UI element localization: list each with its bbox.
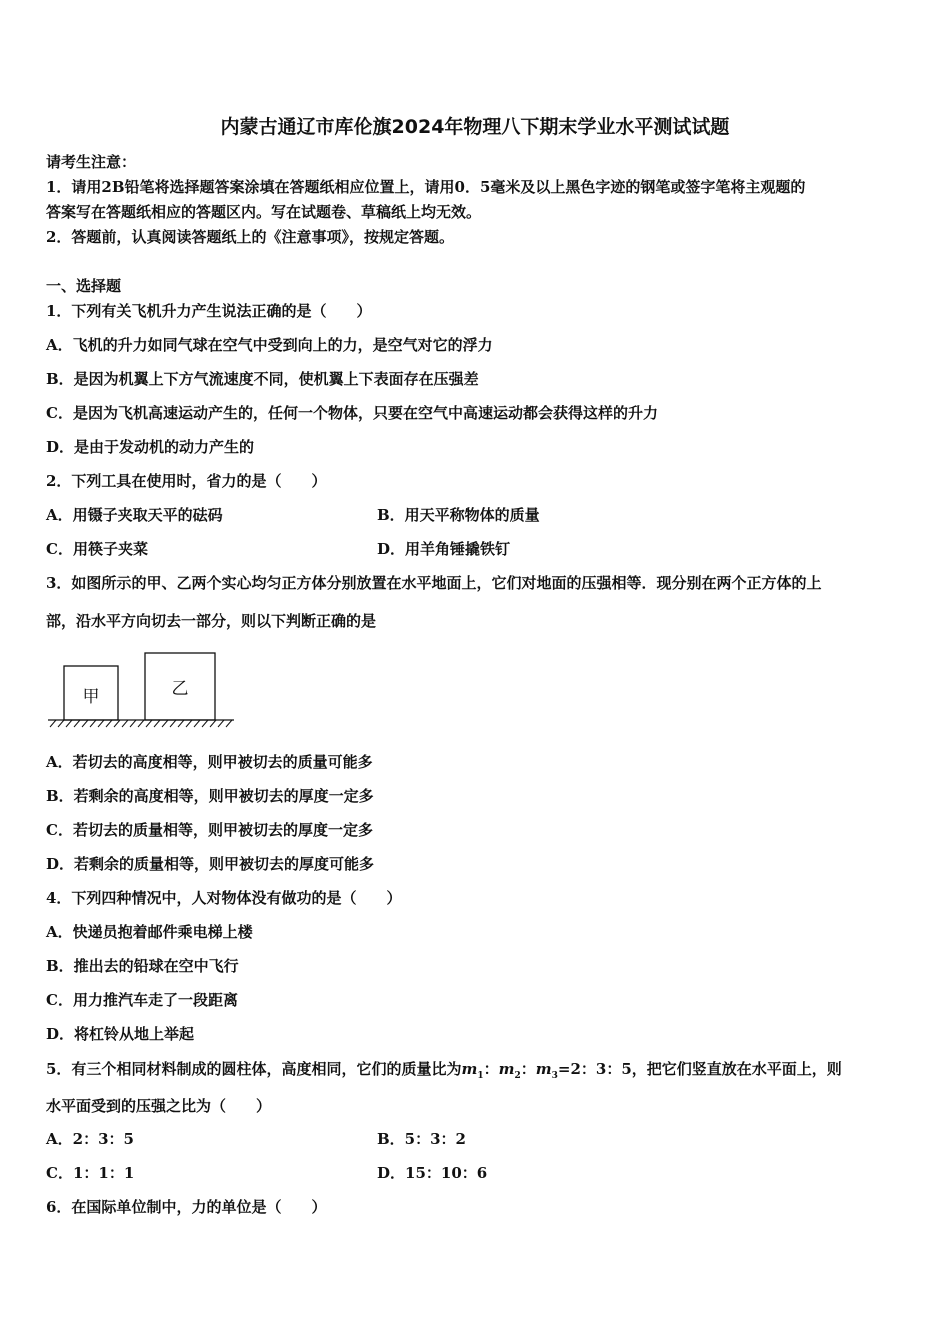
q3-stem-line-1: 3．如图所示的甲、乙两个实心均匀正方体分别放置在水平地面上，它们对地面的压强相等．现分别在两个正方体的上 xyxy=(46,574,822,592)
q5-ratio-separator-2: ： xyxy=(520,1060,536,1078)
q4-stem: 4．下列四种情况中，人对物体没有做功的是（ ） xyxy=(46,889,402,907)
q4-option-b: B．推出去的铅球在空中飞行 xyxy=(46,957,239,975)
q5-stem-line-1 xyxy=(46,1059,842,1086)
q5-stem-line-2: 水平面受到的压强之比为（ ） xyxy=(46,1097,272,1115)
notice-line-1: 1．请用2B铅笔将选择题答案涂填在答题纸相应位置上，请用0．5毫米及以上黑色字迹的钢笔或签字笔将主观题的 xyxy=(46,178,806,196)
q4-option-c: C．用力推汽车走了一段距离 xyxy=(46,991,238,1009)
q5-option-a: A．2：3：5 xyxy=(46,1130,134,1148)
notice-line-3: 2．答题前，认真阅读答题纸上的《注意事项》，按规定答题。 xyxy=(46,228,454,246)
q5-mass-symbol-2: m xyxy=(498,1060,515,1078)
q3-stem-line-2: 部，沿水平方向切去一部分，则以下判断正确的是 xyxy=(46,612,377,630)
q5-subscript-1: 1 xyxy=(477,1071,484,1081)
q3-option-c: C．若切去的质量相等，则甲被切去的厚度一定多 xyxy=(46,821,373,839)
cube-yi-label: 乙 xyxy=(171,679,189,699)
cubes-figure xyxy=(46,650,238,734)
q2-option-b: B．用天平称物体的质量 xyxy=(377,506,540,524)
notice-heading: 请考生注意： xyxy=(46,153,137,171)
q5-stem-prefix: 5．有三个相同材料制成的圆柱体，高度相同，它们的质量比为 xyxy=(46,1060,462,1078)
q2-option-d: D．用羊角锤撬铁钉 xyxy=(377,540,511,558)
q1-option-b: B．是因为机翼上下方气流速度不同，使机翼上下表面存在压强差 xyxy=(46,370,479,388)
q2-option-a: A．用镊子夹取天平的砝码 xyxy=(46,506,223,524)
q5-mass-symbol-3: m xyxy=(535,1060,552,1078)
notice-line-2: 答案写在答题纸相应的答题区内。写在试题卷、草稿纸上均无效。 xyxy=(46,203,482,221)
q4-option-d: D．将杠铃从地上举起 xyxy=(46,1025,195,1043)
q2-option-c: C．用筷子夹菜 xyxy=(46,540,148,558)
q5-option-b: B．5：3：2 xyxy=(377,1130,466,1148)
q1-option-c: C．是因为飞机高速运动产生的，任何一个物体，只要在空气中高速运动都会获得这样的升力 xyxy=(46,404,658,422)
q5-mass-symbol-1: m xyxy=(461,1060,478,1078)
q1-option-a: A．飞机的升力如同气球在空气中受到向上的力，是空气对它的浮力 xyxy=(46,336,493,354)
q5-stem-suffix: =2：3：5，把它们竖直放在水平面上，则 xyxy=(557,1060,842,1078)
q5-ratio-separator-1: ： xyxy=(483,1060,499,1078)
q3-option-a: A．若切去的高度相等，则甲被切去的质量可能多 xyxy=(46,753,373,771)
q4-option-a: A．快递员抱着邮件乘电梯上楼 xyxy=(46,923,253,941)
q5-subscript-3: 3 xyxy=(551,1071,558,1081)
q1-stem: 1．下列有关飞机升力产生说法正确的是（ ） xyxy=(46,302,372,320)
q5-subscript-2: 2 xyxy=(514,1071,521,1081)
q6-stem: 6．在国际单位制中，力的单位是（ ） xyxy=(46,1198,327,1216)
page-title: 内蒙古通辽市库伦旗2024年物理八下期末学业水平测试试题 xyxy=(220,116,730,138)
q1-option-d: D．是由于发动机的动力产生的 xyxy=(46,438,255,456)
q2-stem: 2．下列工具在使用时，省力的是（ ） xyxy=(46,472,327,490)
ground-hatching xyxy=(50,720,232,727)
section-heading: 一、选择题 xyxy=(46,277,122,295)
cube-jia-label: 甲 xyxy=(82,687,100,707)
q3-option-b: B．若剩余的高度相等，则甲被切去的厚度一定多 xyxy=(46,787,374,805)
q5-option-c: C．1：1：1 xyxy=(46,1164,135,1182)
q3-option-d: D．若剩余的质量相等，则甲被切去的厚度可能多 xyxy=(46,855,375,873)
q5-option-d: D．15：10：6 xyxy=(377,1164,488,1182)
